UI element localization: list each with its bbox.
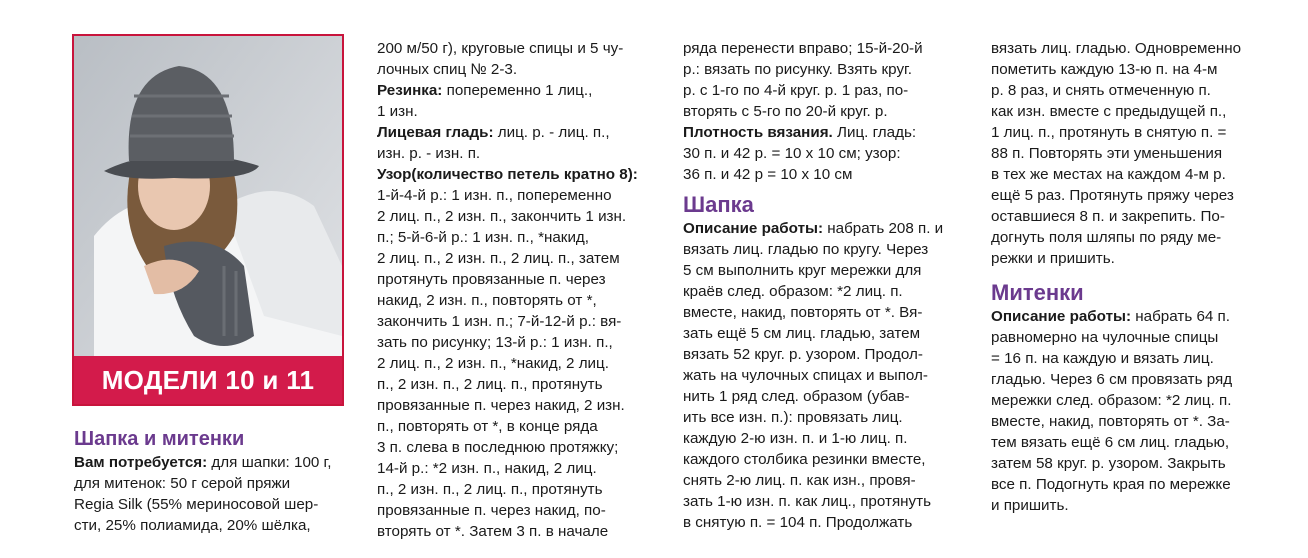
text-line: каждого столбика резинки вместе,	[683, 451, 926, 468]
text-line: каждую 2-ю изн. п. и 1-ю лиц. п.	[683, 430, 908, 447]
text-line: как изн. вместе с предыдущей п.,	[991, 103, 1227, 120]
text-line: снять 2-ю лиц. п. как изн., провя-	[683, 472, 916, 489]
text-line: зать ещё 5 см лиц. гладью, затем	[683, 325, 921, 342]
text-line: провязанные п. через накид, 2 изн.	[377, 397, 625, 414]
section-title-hat-and-mittens: Шапка и митенки	[74, 428, 245, 450]
text-line: Regia Silk (55% мериносовой шер-	[74, 496, 319, 513]
text-line: краёв след. образом: *2 лиц. п.	[683, 283, 903, 300]
text-line: тем вязать ещё 6 см лиц. гладью,	[991, 434, 1230, 451]
density-label: Плотность вязания.	[683, 124, 833, 141]
text-line: 88 п. Повторять эти уменьшения	[991, 145, 1223, 162]
text-line: 5 см выполнить круг мережки для	[683, 262, 922, 279]
section-title-mittens: Митенки	[991, 280, 1084, 305]
text-fragment: лиц. р. - лиц. п.,	[493, 124, 610, 141]
text-line: р.: вязать по рисунку. Взять круг.	[683, 61, 912, 78]
text-line: протянуть провязанные п. через	[377, 271, 606, 288]
pattern-label: Узор(количество петель кратно 8):	[377, 166, 638, 183]
text-line: 1 лиц. п., протянуть в снятую п. =	[991, 124, 1227, 141]
text-line: вязать 52 круг. р. узором. Продол-	[683, 346, 923, 363]
text-line: вязать лиц. гладью. Одновременно	[991, 40, 1242, 57]
requirements-label: Вам потребуется:	[74, 454, 208, 471]
text-line: ещё 5 раз. Протянуть пряжу через	[991, 187, 1234, 204]
text-line: п., 2 изн. п., 2 лиц. п., протянуть	[377, 376, 603, 393]
text-line: жать на чулочных спицах и выпол-	[683, 367, 928, 384]
text-line	[991, 306, 1241, 327]
text-line: провязанные п. через накид, по-	[377, 502, 606, 519]
text-line: 1 изн.	[377, 103, 418, 120]
text-line: догнуть поля шляпы по ряду ме-	[991, 229, 1222, 246]
text-line: 200 м/50 г), круговые спицы и 5 чу-	[377, 40, 624, 57]
column-1	[74, 426, 331, 536]
text-line: 30 п. и 42 р. = 10 х 10 см; узор:	[683, 145, 901, 162]
text-line: нить 1 ряд след. образом (убав-	[683, 388, 910, 405]
column-3	[683, 38, 943, 533]
stockinette-label: Лицевая гладь:	[377, 124, 494, 141]
text-line: и пришить.	[991, 497, 1069, 514]
text-line: 1-й-4-й р.: 1 изн. п., попеременно	[377, 187, 612, 204]
text-line: мережки след. образом: *2 лиц. п.	[991, 392, 1232, 409]
text-line: р. с 1-го по 4-й круг. р. 1 раз, по-	[683, 82, 909, 99]
text-line: изн. р. - изн. п.	[377, 145, 481, 162]
text-line: вместе, накид, повторять от *. За-	[991, 413, 1230, 430]
text-line: лочных спиц № 2-3.	[377, 61, 518, 78]
column-2	[377, 38, 638, 542]
text-line: ить все изн. п.): провязать лиц.	[683, 409, 903, 426]
text-fragment: для шапки: 100 г,	[207, 454, 332, 471]
column-4	[991, 38, 1241, 516]
text-line: 2 лиц. п., 2 изн. п., 2 лиц. п., затем	[377, 250, 620, 267]
model-illustration	[74, 36, 342, 404]
text-line: 2 лиц. п., 2 изн. п., закончить 1 изн.	[377, 208, 627, 225]
text-line	[377, 80, 638, 101]
text-line: пометить каждую 13-ю п. на 4-м	[991, 61, 1218, 78]
text-line: п., 2 изн. п., 2 лиц. п., протянуть	[377, 481, 603, 498]
text-line: зать 1-ю изн. п. как лиц., протянуть	[683, 493, 932, 510]
text-line: зать по рисунку; 13-й р.: 1 изн. п.,	[377, 334, 613, 351]
text-fragment: набрать 64 п.	[1131, 308, 1231, 325]
text-line: сти, 25% полиамида, 20% шёлка,	[74, 517, 311, 534]
text-line: вторять от *. Затем 3 п. в начале	[377, 523, 609, 540]
text-line: = 16 п. на каждую и вязать лиц.	[991, 350, 1214, 367]
text-line: вторять с 5-го по 20-й круг. р.	[683, 103, 888, 120]
text-line: режки и пришить.	[991, 250, 1115, 267]
text-line: затем 58 круг. р. узором. Закрыть	[991, 455, 1226, 472]
work-description-label: Описание работы:	[991, 308, 1132, 325]
text-line: оставшиеся 8 п. и закрепить. По-	[991, 208, 1225, 225]
text-line: в тех же местах на каждом 4-м р.	[991, 166, 1226, 183]
text-fragment: попеременно 1 лиц.,	[442, 82, 593, 99]
text-line: вязать лиц. гладью по кругу. Через	[683, 241, 929, 258]
text-line: в снятую п. = 104 п. Продолжать	[683, 514, 913, 531]
text-line: р. 8 раз, и снять отмеченную п.	[991, 82, 1211, 99]
text-line	[683, 122, 943, 143]
model-number-banner: МОДЕЛИ 10 и 11	[74, 356, 342, 404]
text-line: гладью. Через 6 см провязать ряд	[991, 371, 1233, 388]
text-line: 14-й р.: *2 изн. п., накид, 2 лиц.	[377, 460, 597, 477]
rib-label: Резинка:	[377, 82, 443, 99]
text-line: вместе, накид, повторять от *. Вя-	[683, 304, 923, 321]
model-photo	[72, 34, 344, 406]
text-line: все п. Подогнуть края по мережке	[991, 476, 1231, 493]
text-line	[683, 218, 943, 239]
text-fragment: Лиц. гладь:	[832, 124, 917, 141]
text-line: п.; 5-й-6-й р.: 1 изн. п., *накид,	[377, 229, 590, 246]
text-line: 2 лиц. п., 2 изн. п., *накид, 2 лиц.	[377, 355, 609, 372]
text-line	[377, 122, 638, 143]
section-title-hat: Шапка	[683, 192, 754, 217]
text-line: п., повторять от *, в конце ряда	[377, 418, 598, 435]
text-line: для митенок: 50 г серой пряжи	[74, 475, 291, 492]
text-fragment: набрать 208 п. и	[823, 220, 944, 237]
text-line	[74, 452, 331, 473]
work-description-label: Описание работы:	[683, 220, 824, 237]
text-line: 36 п. и 42 р = 10 х 10 см	[683, 166, 853, 183]
text-line: 3 п. слева в последнюю протяжку;	[377, 439, 619, 456]
text-line: ряда перенести вправо; 15-й-20-й	[683, 40, 923, 57]
text-line: равномерно на чулочные спицы	[991, 329, 1219, 346]
text-line: закончить 1 изн. п.; 7-й-12-й р.: вя-	[377, 313, 622, 330]
text-line: накид, 2 изн. п., повторять от *,	[377, 292, 597, 309]
